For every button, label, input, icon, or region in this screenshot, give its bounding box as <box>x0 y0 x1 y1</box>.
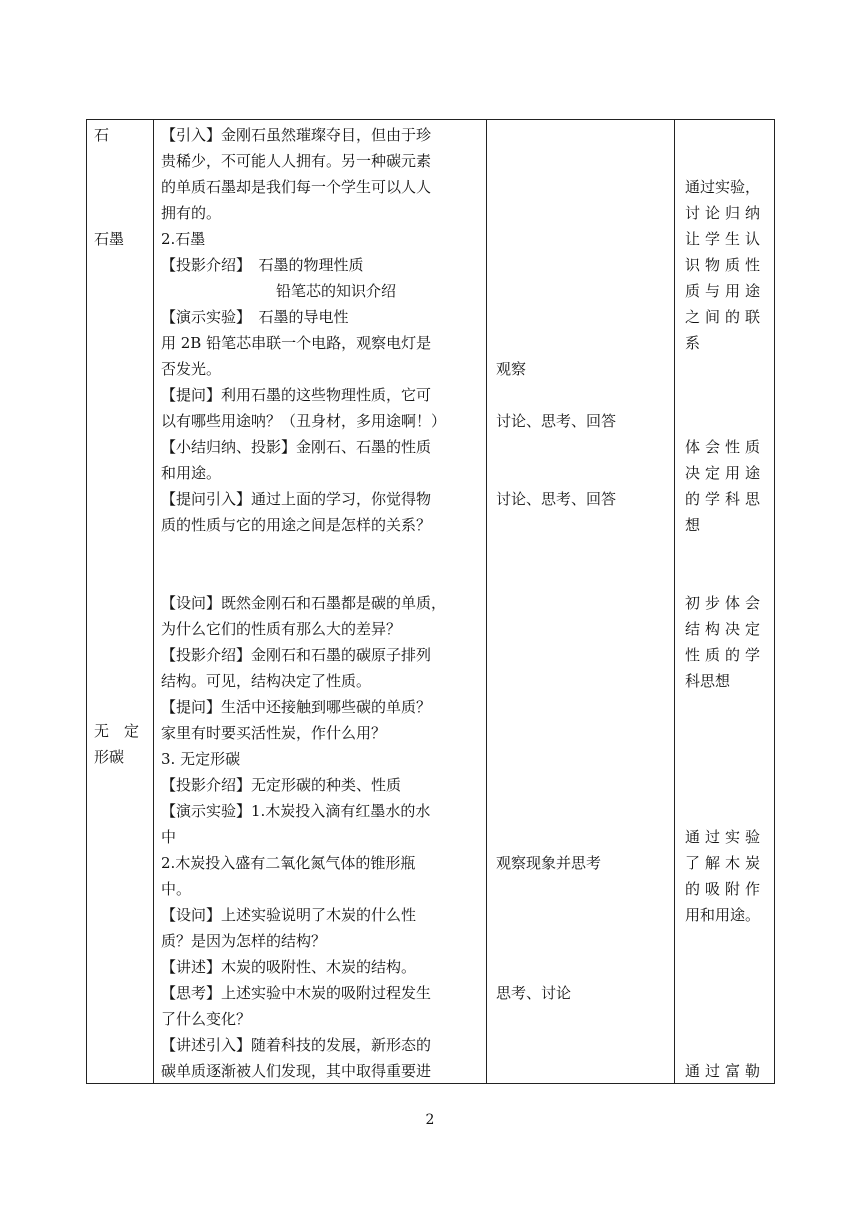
teacher-line: 【提问】利用石墨的这些物理性质，它可 <box>161 386 432 404</box>
teacher-line: 为什么它们的性质有那么大的差异？ <box>161 620 402 638</box>
page-number: 2 <box>425 1112 435 1128</box>
teacher-line: 【设问】上述实验说明了木炭的什么性 <box>161 906 417 924</box>
table-divider-3 <box>674 119 675 1084</box>
teacher-line: 贵稀少，不可能人人拥有。另一种碳元素 <box>161 152 432 170</box>
intent-line: 之间的联 <box>685 308 766 326</box>
table-divider-1 <box>153 119 154 1084</box>
student-line: 讨论、思考、回答 <box>496 490 617 508</box>
teacher-line: 中 <box>161 828 177 846</box>
teacher-line: 和用途。 <box>161 464 222 482</box>
intent-line: 系 <box>685 334 701 352</box>
teacher-line: 铅笔芯的知识介绍 <box>276 282 397 300</box>
student-line: 观察 <box>496 360 527 378</box>
teacher-line: 否发光。 <box>161 360 222 378</box>
teacher-line: 【投影介绍】 石墨的物理性质 <box>161 256 364 274</box>
teacher-line: 【设问】既然金刚石和石墨都是碳的单质， <box>161 594 447 612</box>
intent-line: 决定用途 <box>685 464 766 482</box>
teacher-line: 【讲述】木炭的吸附性、木炭的结构。 <box>161 958 417 976</box>
teacher-line: 拥有的。 <box>161 204 222 222</box>
teacher-line: 中。 <box>161 880 192 898</box>
intent-line: 性质的学 <box>685 646 766 664</box>
teacher-line: 【小结归纳、投影】金刚石、石墨的性质 <box>161 438 432 456</box>
teacher-line: 3. 无定形碳 <box>161 750 241 768</box>
intent-line: 初步体会 <box>685 594 766 612</box>
stage-label-graphite: 石墨 <box>94 230 125 248</box>
teacher-line: 【演示实验】 石墨的导电性 <box>161 308 349 326</box>
teacher-line: 【讲述引入】随着科技的发展，新形态的 <box>161 1036 432 1054</box>
intent-line: 讨论归纳 <box>685 204 766 222</box>
teacher-line: 家里有时要买活性炭，作什么用？ <box>161 724 387 742</box>
intent-line: 想 <box>685 516 701 534</box>
intent-line: 科思想 <box>685 672 731 690</box>
teacher-line: 的单质石墨却是我们每一个学生可以人人 <box>161 178 432 196</box>
table-border-left <box>86 119 87 1084</box>
teacher-line: 【引入】金刚石虽然璀璨夺目，但由于珍 <box>161 126 432 144</box>
intent-line: 让学生认 <box>685 230 766 248</box>
teacher-line: 2.木炭投入盛有二氧化氮气体的锥形瓶 <box>161 854 416 872</box>
stage-label-amorphous-1: 无 定 <box>94 722 140 740</box>
intent-line: 质与用途 <box>685 282 766 300</box>
teacher-line: 碳单质逐渐被人们发现，其中取得重要进 <box>161 1062 432 1080</box>
intent-line: 的吸附作 <box>685 880 766 898</box>
intent-line: 通过富勒 <box>685 1062 766 1080</box>
teacher-line: 以有哪些用途呐？（丑身材，多用途啊！） <box>161 412 447 430</box>
teacher-line: 结构。可见，结构决定了性质。 <box>161 672 372 690</box>
teacher-line: 质？是因为怎样的结构？ <box>161 932 327 950</box>
table-divider-2 <box>486 119 487 1084</box>
table-border-right <box>774 119 775 1084</box>
teacher-line: 2.石墨 <box>161 230 206 248</box>
teacher-line: 【投影介绍】金刚石和石墨的碳原子排列 <box>161 646 432 664</box>
student-line: 讨论、思考、回答 <box>496 412 617 430</box>
teacher-line: 质的性质与它的用途之间是怎样的关系？ <box>161 516 432 534</box>
student-line: 观察现象并思考 <box>496 854 602 872</box>
teacher-line: 【演示实验】1.木炭投入滴有红墨水的水 <box>161 802 431 820</box>
intent-line: 结构决定 <box>685 620 766 638</box>
intent-line: 体会性质 <box>685 438 766 456</box>
teacher-line: 用 2B 铅笔芯串联一个电路，观察电灯是 <box>161 334 432 352</box>
teacher-line: 【提问】生活中还接触到哪些碳的单质？ <box>161 698 432 716</box>
intent-line: 了解木炭 <box>685 854 766 872</box>
teacher-line: 【提问引入】通过上面的学习，你觉得物 <box>161 490 432 508</box>
intent-line: 识物质性 <box>685 256 766 274</box>
teacher-line: 了什么变化？ <box>161 1010 252 1028</box>
intent-line: 通过实验， <box>685 178 761 196</box>
table-border-top <box>86 119 775 120</box>
intent-line: 通过实验 <box>685 828 766 846</box>
stage-label-amorphous-2: 形碳 <box>94 748 125 766</box>
stage-label-shi: 石 <box>94 126 110 144</box>
intent-line: 用和用途。 <box>685 906 761 924</box>
student-line: 思考、讨论 <box>496 984 572 1002</box>
teacher-line: 【思考】上述实验中木炭的吸附过程发生 <box>161 984 432 1002</box>
intent-line: 的学科思 <box>685 490 766 508</box>
teacher-line: 【投影介绍】无定形碳的种类、性质 <box>161 776 402 794</box>
